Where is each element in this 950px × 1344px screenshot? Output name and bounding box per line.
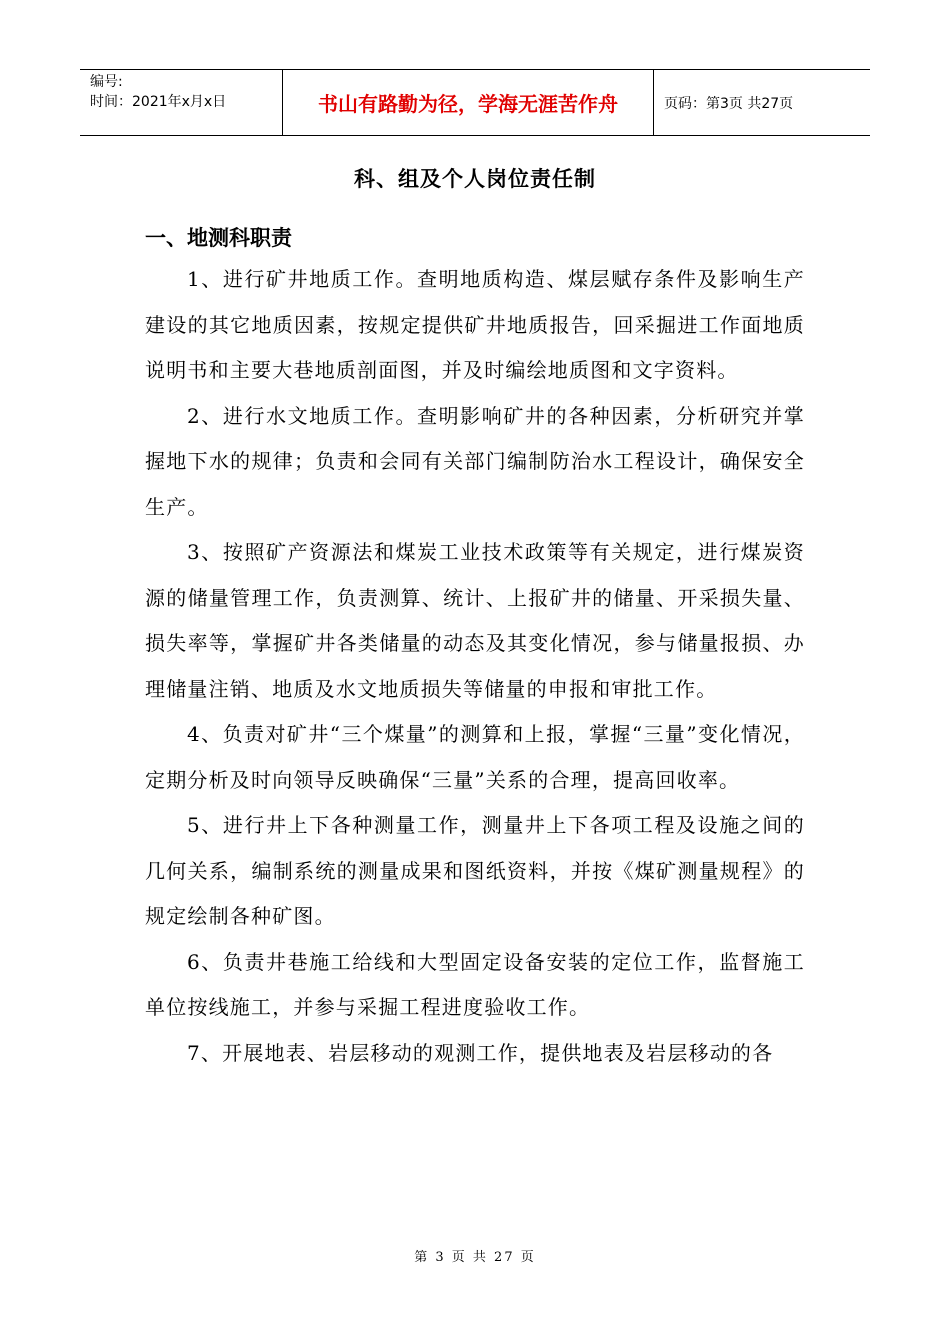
- document-date-label: 时间：2021年x月x日: [90, 94, 227, 110]
- section-heading: 一、地测科职责: [145, 226, 292, 250]
- document-title: 科、组及个人岗位责任制: [354, 167, 596, 191]
- header-page-code: 页码：第3页 共27页: [664, 95, 794, 112]
- paragraph: 4、负责对矿井“三个煤量”的测算和上报，掌握“三量”变化情况，定期分析及时向领导反映确保“三量”关系的合理，提高回收率。: [145, 722, 805, 792]
- paragraph: 5、进行井上下各种测量工作，测量井上下各项工程及设施之间的几何关系，编制系统的测量成果和图纸资料，并按《煤矿测量规程》的规定绘制各种矿图。: [145, 813, 805, 928]
- paragraph: 3、按照矿产资源法和煤炭工业技术政策等有关规定，进行煤炭资源的储量管理工作，负责测算、统计、上报矿井的储量、开采损失量、损失率等，掌握矿井各类储量的动态及其变化情况，参与储量报损、办理储量注销、地质及水文地质损失等储量的申报和审批工作。: [145, 540, 805, 701]
- header-motto: 书山有路勤为径，学海无涯苦作舟: [282, 70, 654, 135]
- paragraph: 2、进行水文地质工作。查明影响矿井的各种因素，分析研究并掌握地下水的规律；负责和会同有关部门编制防治水工程设计，确保安全生产。: [145, 403, 805, 519]
- header-left-cell: [80, 70, 282, 135]
- document-number-label: 编号:: [90, 74, 123, 90]
- document-body: [145, 257, 805, 1076]
- page-header: [80, 69, 870, 136]
- page-footer: 第 3 页 共 27 页: [414, 1250, 536, 1265]
- paragraph: 6、负责井巷施工给线和大型固定设备安装的定位工作，监督施工单位按线施工，并参与采掘工程进度验收工作。: [145, 949, 805, 1019]
- paragraph: 7、开展地表、岩层移动的观测工作，提供地表及岩层移动的各: [187, 1040, 774, 1065]
- paragraph: 1、进行矿井地质工作。查明地质构造、煤层赋存条件及影响生产建设的其它地质因素，按规定提供矿井地质报告，回采掘进工作面地质说明书和主要大巷地质剖面图，并及时编绘地质图和文字资料。: [145, 267, 805, 382]
